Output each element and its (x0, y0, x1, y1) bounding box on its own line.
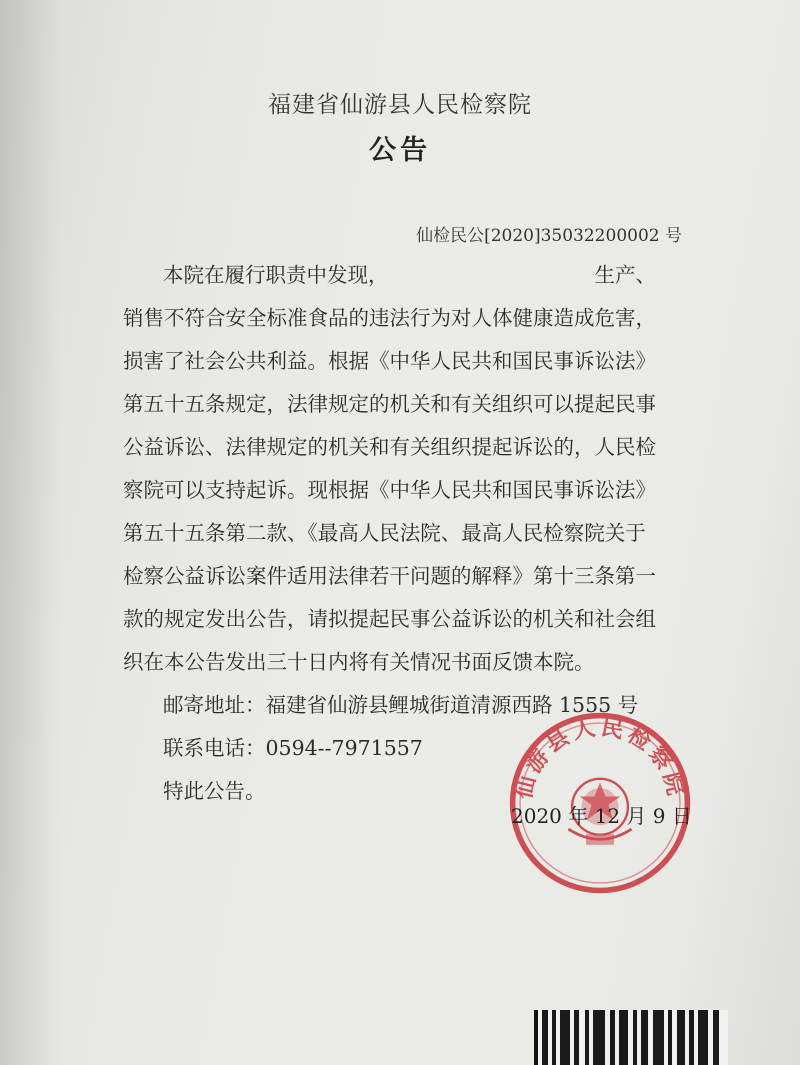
signature-date: 2020 年 12 月 9 日 (511, 804, 692, 828)
organization-name: 福建省仙游县人民检察院 (268, 92, 532, 118)
body-line-1 (163, 258, 656, 288)
seal-text: 仙游县人民检察院 (510, 714, 690, 802)
body-line-6: 察院可以支持起诉。现根据《中华人民共和国民事诉讼法》 (123, 478, 656, 502)
mailing-address: 邮寄地址：福建省仙游县鲤城街道清源西路 1555 号 (163, 693, 639, 717)
barcode (534, 1010, 728, 1065)
closing-text: 特此公告。 (163, 779, 266, 803)
page-title: 公告 (369, 135, 431, 166)
contact-phone: 联系电话：0594--7971557 (163, 736, 423, 760)
body-line-2: 销售不符合安全标准食品的违法行为对人体健康造成危害， (123, 306, 656, 330)
body-line-8: 检察公益诉讼案件适用法律若干问题的解释》第十三条第一 (123, 564, 656, 588)
body-line-10: 织在本公告发出三十日内将有关情况书面反馈本院。 (123, 650, 595, 674)
body-line-7: 第五十五条第二款、《最高人民法院、最高人民检察院关于 (123, 521, 646, 545)
document-number: 仙检民公[2020]35032200002 号 (416, 226, 682, 246)
body-line-3: 损害了社会公共利益。根据《中华人民共和国民事诉讼法》 (123, 349, 656, 373)
body-line-5: 公益诉讼、法律规定的机关和有关组织提起诉讼的，人民检 (123, 435, 656, 459)
body-text: 生产、 (594, 263, 656, 287)
body-line-9: 款的规定发出公告，请拟提起民事公益诉讼的机关和社会组 (123, 607, 656, 631)
body-line-4: 第五十五条规定，法律规定的机关和有关组织可以提起民事 (123, 392, 656, 416)
barcode-icon (538, 1010, 728, 1065)
body-text: 本院在履行职责中发现， (163, 263, 389, 287)
